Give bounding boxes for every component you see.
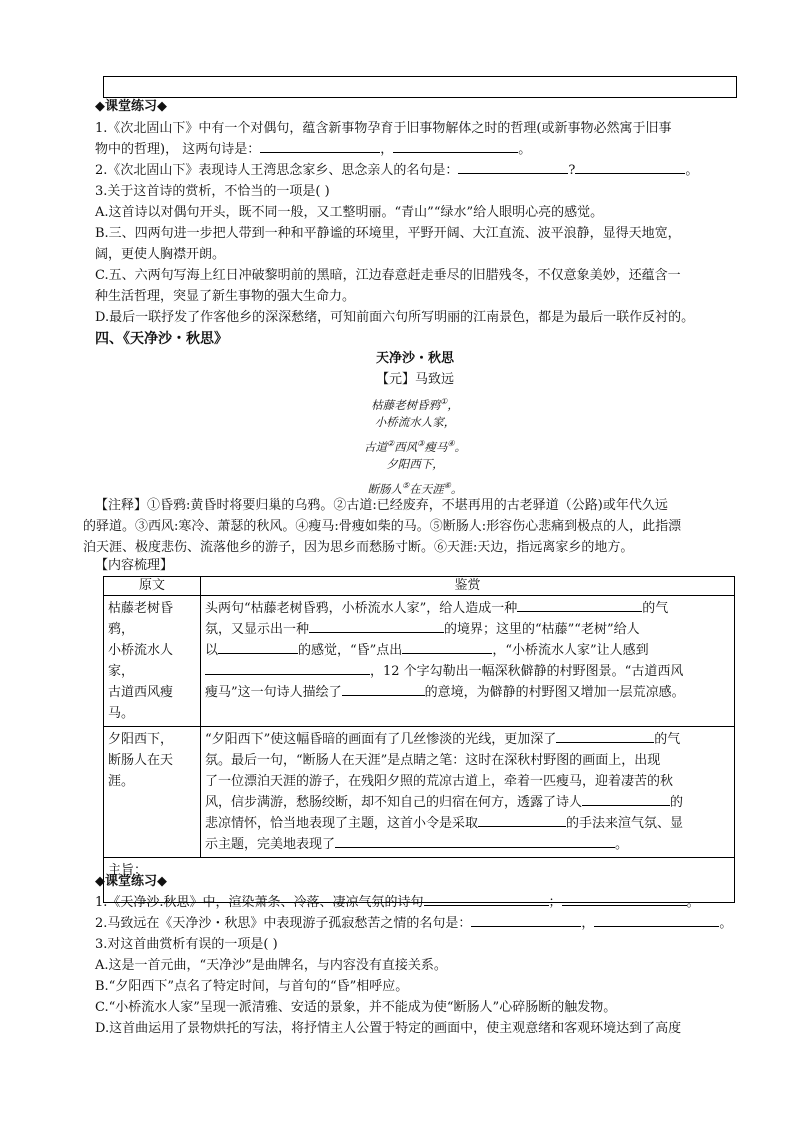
exercise-header-2: ◆课堂练习◆ bbox=[95, 874, 167, 889]
poem-line-4: 夕阳西下， bbox=[386, 457, 444, 471]
ex2-question-1: 1.《天净沙.秋思》中，渲染萧条、冷落、凄凉气氛的诗句 ； 。 bbox=[95, 895, 700, 910]
ex2-option-d: D.这首曲运用了景物烘托的写法，将抒情主人公置于特定的画面中，使主观意绪和客观环境达到了高度 bbox=[95, 1021, 682, 1036]
poem-title: 天净沙・秋思 bbox=[375, 351, 454, 366]
poem-line-3: 古道②西风③瘦马④。 bbox=[363, 439, 466, 454]
answer-box bbox=[103, 76, 737, 98]
option-c-cont: 种生活哲理，突显了新生事物的强大生命力。 bbox=[95, 289, 356, 304]
answer-blank[interactable] bbox=[402, 641, 492, 654]
answer-blank[interactable] bbox=[424, 893, 549, 906]
row1-original: 枯藤老树昏鸦， 小桥流水人家， 古道西风瘦马。 bbox=[104, 596, 201, 727]
ex2-question-2: 2.马致远在《天净沙・秋思》中表现游子孤寂愁苦之情的名句是： ， 。 bbox=[95, 916, 733, 931]
option-d: D.最后一联抒发了作客他乡的深深愁绪，可知前面六句所写明丽的江南景色，都是为最后一联作反衬的。 bbox=[95, 310, 695, 325]
notes-line-1: 【注释】①昏鸦:黄昏时将要归巢的乌鸦。②古道:已经废弃，不堪再用的古老驿道（公路)或年代久远 bbox=[95, 498, 668, 513]
option-a: A.这首诗以对偶句开头，既不同一般，又工整明丽。“青山”“绿水”给人眼明心亮的感觉。 bbox=[95, 205, 604, 220]
content-header: 【内容梳理】 bbox=[95, 558, 174, 573]
answer-blank[interactable] bbox=[594, 914, 719, 927]
notes-line-3: 泊天涯、极度悲伤、流落他乡的游子，因为思乡而愁肠寸断。⑥天涯:天边，指远离家乡的地方。 bbox=[83, 540, 634, 555]
theme-row: 主旨： bbox=[104, 858, 735, 903]
answer-blank[interactable] bbox=[309, 620, 444, 633]
answer-blank[interactable] bbox=[218, 641, 298, 654]
answer-blank[interactable] bbox=[260, 140, 380, 153]
row2-original: 夕阳西下， 断肠人在天涯。 bbox=[104, 727, 201, 858]
answer-blank[interactable] bbox=[342, 683, 425, 696]
row2-appreciation: “夕阳西下”使这幅昏暗的画面有了几丝惨淡的光线，更加深了 的气 氛。最后一句，“断肠人在天涯”是点睛之笔：这时在深秋村野图的画面上，出现 了一位漂泊天涯的游子，在残阳夕照的荒凉古道上，牵着一匹瘦马，迎着凄苦的秋 风，信步满游，愁肠绞断，却不知自己的归宿在何方，透露了诗人 的 悲凉情怀，恰当地表现了主题，这首小令是采取 的手法来渲气氛、显 示主题，完美地表现了 。 bbox=[201, 727, 735, 858]
row1-appreciation: 头两句“枯藤老树昏鸦，小桥流水人家”，给人造成一种 的气 氛，又显示出一种 的境界；这里的“枯藤”“老树”给人 以 的感觉，“昏”点出 ，“小桥流水人家”让人感到 ，12 个字勾勒出一幅深秋僻静的村野图景。“古道西风 瘦马”这一句诗人描绘了 的意境，为僻静的村野图又增加一层荒凉感。 bbox=[201, 596, 735, 727]
ex2-option-b: B.“夕阳西下”点名了特定时间，与首句的“昏”相呼应。 bbox=[95, 979, 409, 994]
answer-blank[interactable] bbox=[458, 161, 568, 174]
answer-blank[interactable] bbox=[335, 835, 615, 848]
ex2-option-a: A.这是一首元曲，“天净沙”是曲牌名，与内容没有直接关系。 bbox=[95, 958, 447, 973]
answer-blank[interactable] bbox=[205, 662, 370, 675]
analysis-table bbox=[103, 576, 735, 903]
col-header-original: 原文 bbox=[104, 577, 201, 596]
col-header-appreciation: 鉴赏 bbox=[201, 577, 735, 596]
answer-blank[interactable] bbox=[575, 161, 685, 174]
poem-line-1: 枯藤老树昏鸦①， bbox=[371, 397, 459, 412]
answer-blank[interactable] bbox=[582, 793, 670, 806]
section-title: 四、《天净沙・秋思》 bbox=[95, 331, 228, 347]
question-1: 1.《次北固山下》中有一个对偶句，蕴含新事物孕育于旧事物解体之时的哲理(或新事物必然寓于旧事 bbox=[95, 121, 672, 136]
answer-blank[interactable] bbox=[478, 814, 566, 827]
poem-author: 【元】马致远 bbox=[375, 372, 454, 387]
question-1-line2: 物中的哲理)， 这两句诗是： ， 。 bbox=[95, 142, 532, 157]
notes-line-2: 的驿道。③西风:寒冷、萧瑟的秋风。④瘦马:骨瘦如柴的马。⑤断肠人:形容伤心悲痛到极点的人，此指漂 bbox=[83, 519, 682, 534]
answer-blank[interactable] bbox=[471, 914, 581, 927]
ex2-question-3: 3.对这首曲赏析有误的一项是( ) bbox=[95, 937, 278, 952]
option-b: B.三、四两句进一步把人带到一种和平静谧的环境里，平野开阔、大江直流、波平浪静，显得天地宽， bbox=[95, 226, 681, 241]
answer-blank[interactable] bbox=[517, 599, 642, 612]
option-c: C.五、六两句写海上红日冲破黎明前的黑暗，江边春意赶走垂尽的旧腊残冬，不仅意象美妙，还蕴含一 bbox=[95, 268, 681, 283]
ex2-option-c: C.“小桥流水人家”呈现一派清雅、安适的景象，并不能成为使“断肠人”心碎肠断的触发物。 bbox=[95, 1000, 617, 1015]
poem-line-5: 断肠人⑤在天涯⑥。 bbox=[367, 481, 463, 496]
answer-blank[interactable] bbox=[556, 730, 654, 743]
question-2: 2.《次北固山下》表现诗人王湾思念家乡、思念亲人的名句是： ? 。 bbox=[95, 163, 699, 178]
answer-blank[interactable] bbox=[393, 140, 518, 153]
question-3: 3.关于这首诗的赏析，不恰当的一项是( ) bbox=[95, 184, 330, 199]
poem-line-2: 小桥流水人家， bbox=[374, 415, 456, 429]
option-b-cont: 阔，更使人胸襟开朗。 bbox=[95, 247, 226, 262]
exercise-header: ◆课堂练习◆ bbox=[95, 99, 167, 114]
answer-blank[interactable] bbox=[562, 893, 687, 906]
